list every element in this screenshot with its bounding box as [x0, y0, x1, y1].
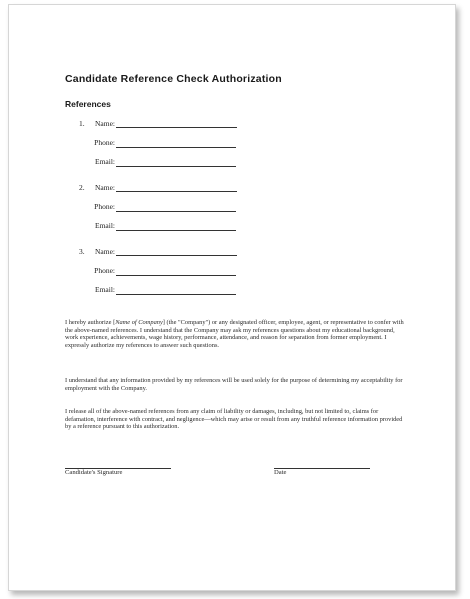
date-label: Date — [274, 469, 287, 476]
date-line[interactable] — [274, 468, 370, 469]
name-input-line[interactable] — [116, 182, 237, 192]
reference-number: 2. — [79, 183, 85, 192]
phone-field-label-wrap — [59, 202, 115, 212]
phone-input-line[interactable] — [116, 138, 236, 148]
reference-number: 1. — [79, 119, 85, 128]
email-label: Email: — [95, 157, 115, 166]
name-label: Name: — [95, 119, 115, 128]
email-field-label-wrap — [59, 221, 115, 231]
release-paragraph: I release all of the above-named references from any claim of liability or damages, including, but not limited to, claims for defamation, interference with contract, and negligence—which may arise or result from any truthful reference information provided by a reference pursuant to this authorization. — [65, 408, 403, 430]
name-field-label-wrap — [59, 183, 115, 193]
email-input-line[interactable] — [116, 221, 236, 231]
name-field-label-wrap — [59, 247, 115, 257]
name-input-line[interactable] — [116, 118, 237, 128]
email-label: Email: — [95, 285, 115, 294]
phone-label: Phone: — [94, 138, 115, 147]
phone-input-line[interactable] — [116, 202, 236, 212]
company-name-placeholder: Name of Company — [115, 319, 163, 326]
reference-number: 3. — [79, 247, 85, 256]
reference-block-2 — [9, 181, 455, 251]
email-field-label-wrap — [59, 157, 115, 167]
document-page — [8, 4, 456, 591]
name-label: Name: — [95, 183, 115, 192]
signature-label: Candidate's Signature — [65, 469, 123, 476]
email-label: Email: — [95, 221, 115, 230]
reference-block-1 — [9, 117, 455, 187]
email-field-label-wrap — [59, 285, 115, 295]
phone-field-label-wrap — [59, 138, 115, 148]
phone-label: Phone: — [94, 202, 115, 211]
name-input-line[interactable] — [116, 246, 237, 256]
references-heading: References — [65, 99, 111, 109]
name-field-label-wrap — [59, 119, 115, 129]
reference-block-3 — [9, 245, 455, 315]
email-input-line[interactable] — [116, 285, 236, 295]
information-use-paragraph: I understand that any information provided by my references will be used solely for the purpose of determining my acceptability for employment with the Company. — [65, 377, 403, 392]
paragraph-text-end: ] (the "Company") or any designated officer, employee, agent, or representative to confer with the above-named references. I understand that the Company may ask my references questions about my educational background, work experience, achievements, wage history, performance, attendance, and reason for separation from former employment. I expressly authorize my references to answer such questions. — [65, 319, 404, 349]
phone-label: Phone: — [94, 266, 115, 275]
phone-field-label-wrap — [59, 266, 115, 276]
document-title: Candidate Reference Check Authorization — [65, 73, 282, 85]
email-input-line[interactable] — [116, 157, 236, 167]
name-label: Name: — [95, 247, 115, 256]
phone-input-line[interactable] — [116, 266, 236, 276]
paragraph-text-start: I hereby authorize [ — [65, 319, 116, 326]
authorization-paragraph — [65, 319, 407, 349]
